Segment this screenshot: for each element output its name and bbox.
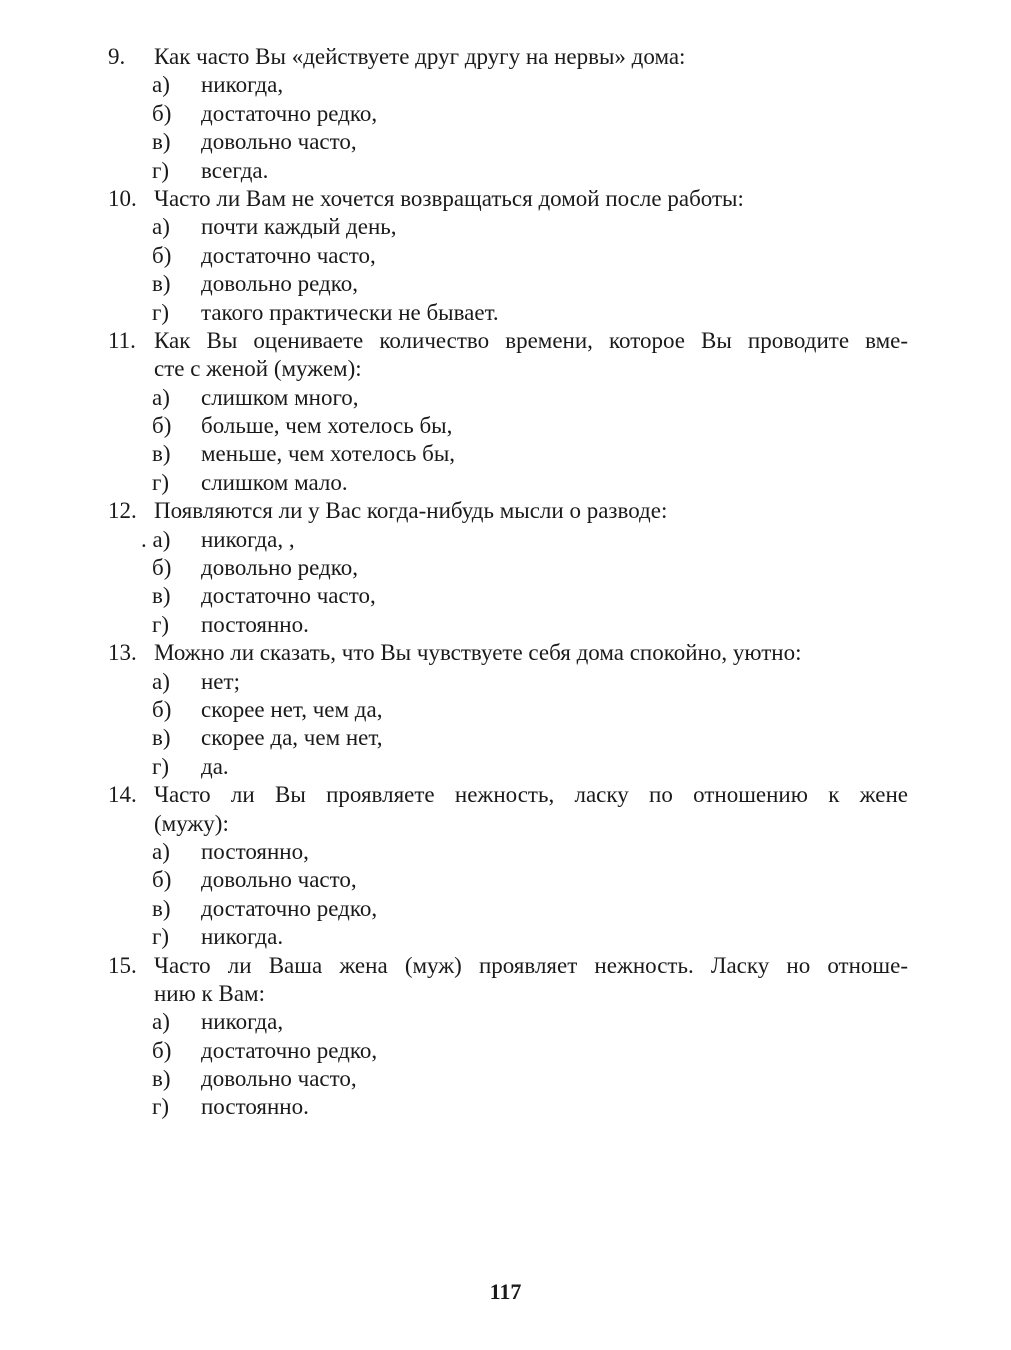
answer-option	[0, 440, 1011, 468]
question-text: Часто ли Вы проявляете нежность, ласку по отношению к жене	[154, 782, 908, 808]
option-letter: в)	[152, 725, 171, 751]
question-text-continued: (мужу):	[154, 810, 229, 836]
question-line	[0, 327, 1011, 355]
question-number: 10.	[108, 185, 137, 211]
option-letter: г)	[152, 753, 170, 779]
option-letter: г)	[152, 157, 170, 183]
option-text: никогда.	[201, 924, 284, 950]
option-letter: б)	[152, 555, 172, 581]
option-text: довольно часто,	[201, 867, 357, 893]
option-text: никогда, ,	[201, 526, 295, 552]
option-letter: а)	[152, 384, 170, 410]
question-line	[0, 497, 1011, 525]
question-15	[0, 952, 1011, 1122]
answer-option	[0, 384, 1011, 412]
option-text: довольно редко,	[201, 271, 358, 297]
option-text: всегда.	[201, 157, 269, 183]
option-letter: а)	[152, 214, 170, 240]
question-text-continued: нию к Вам:	[154, 980, 265, 1006]
question-text-continued: сте с женой (мужем):	[154, 356, 362, 382]
question-line	[0, 952, 1011, 980]
question-line	[0, 781, 1011, 809]
option-text: почти каждый день,	[201, 214, 397, 240]
option-letter: г)	[152, 1094, 170, 1120]
question-line-continued	[0, 355, 1011, 383]
option-letter: а)	[152, 1009, 170, 1035]
option-text: достаточно часто,	[201, 242, 376, 268]
option-text: достаточно часто,	[201, 583, 376, 609]
answer-option	[0, 270, 1011, 298]
option-letter: а)	[152, 668, 170, 694]
answer-option	[0, 71, 1011, 99]
option-letter: б)	[152, 867, 172, 893]
option-text: постоянно,	[201, 838, 309, 864]
answer-option	[0, 696, 1011, 724]
question-line-continued	[0, 810, 1011, 838]
option-letter: в)	[152, 441, 171, 467]
question-number: 9.	[108, 44, 126, 69]
answer-option	[0, 1037, 1011, 1065]
answer-option	[0, 1065, 1011, 1093]
answer-option	[0, 838, 1011, 866]
question-10	[0, 185, 1011, 327]
option-text: постоянно.	[201, 1094, 309, 1120]
option-letter: а)	[152, 72, 170, 98]
question-text: Часто ли Вам не хочется возвращаться домой после работы:	[154, 185, 744, 211]
option-letter: в)	[152, 895, 171, 921]
answer-option	[0, 668, 1011, 696]
option-text: больше, чем хотелось бы,	[201, 413, 453, 439]
answer-option	[0, 100, 1011, 128]
option-letter: г)	[152, 924, 170, 950]
answer-option	[0, 157, 1011, 185]
option-text: да.	[201, 753, 229, 779]
answer-option	[0, 469, 1011, 497]
answer-option	[0, 611, 1011, 639]
option-letter: а)	[152, 838, 170, 864]
option-letter: . а)	[141, 526, 171, 552]
option-text: скорее да, чем нет,	[201, 725, 383, 751]
question-line	[0, 43, 1011, 71]
option-text: слишком мало.	[201, 469, 348, 495]
option-letter: г)	[152, 611, 170, 637]
option-text: скорее нет, чем да,	[201, 696, 383, 722]
answer-option	[0, 526, 1011, 554]
answer-option	[0, 1093, 1011, 1121]
question-text: Часто ли Ваша жена (муж) проявляет нежность. Ласку но отноше-	[154, 952, 908, 978]
answer-option	[0, 128, 1011, 156]
option-text: никогда,	[201, 72, 284, 98]
option-letter: б)	[152, 242, 172, 268]
answer-option	[0, 582, 1011, 610]
option-text: достаточно редко,	[201, 895, 378, 921]
option-letter: в)	[152, 271, 171, 297]
option-letter: в)	[152, 583, 171, 609]
option-text: слишком много,	[201, 384, 359, 410]
question-text: Появляются ли у Вас когда-нибудь мысли о разводе:	[154, 498, 668, 524]
question-number: 14.	[108, 782, 137, 808]
answer-option	[0, 923, 1011, 951]
question-14	[0, 781, 1011, 951]
answer-option	[0, 412, 1011, 440]
question-line-continued	[0, 980, 1011, 1008]
option-letter: б)	[152, 696, 172, 722]
question-9	[0, 43, 1011, 185]
answer-option	[0, 554, 1011, 582]
option-text: достаточно редко,	[201, 1037, 378, 1063]
question-line	[0, 185, 1011, 213]
option-text: постоянно.	[201, 611, 309, 637]
option-text: довольно часто,	[201, 129, 357, 155]
option-text: меньше, чем хотелось бы,	[201, 441, 456, 467]
option-letter: г)	[152, 299, 170, 325]
question-list	[0, 43, 1011, 1122]
option-text: никогда,	[201, 1009, 284, 1035]
question-12	[0, 497, 1011, 639]
question-text: Можно ли сказать, что Вы чувствуете себя дома спокойно, уютно:	[154, 640, 802, 666]
answer-option	[0, 724, 1011, 752]
answer-option	[0, 299, 1011, 327]
question-13	[0, 639, 1011, 781]
option-letter: б)	[152, 413, 172, 439]
option-text: довольно редко,	[201, 555, 358, 581]
option-text: достаточно редко,	[201, 100, 378, 126]
option-text: довольно часто,	[201, 1066, 357, 1092]
question-number: 13.	[108, 640, 137, 666]
option-letter: г)	[152, 469, 170, 495]
question-11	[0, 327, 1011, 497]
option-text: нет;	[201, 668, 240, 694]
answer-option	[0, 213, 1011, 241]
page-number: 117	[489, 1279, 522, 1304]
question-number: 15.	[108, 952, 137, 978]
option-letter: б)	[152, 1037, 172, 1063]
answer-option	[0, 895, 1011, 923]
answer-option	[0, 242, 1011, 270]
question-text: Как часто Вы «действуете друг другу на нервы» дома:	[154, 44, 686, 69]
answer-option	[0, 866, 1011, 894]
question-line	[0, 639, 1011, 667]
answer-option	[0, 753, 1011, 781]
question-number: 11.	[108, 327, 136, 353]
answer-option	[0, 1008, 1011, 1036]
option-letter: в)	[152, 1066, 171, 1092]
option-letter: б)	[152, 100, 172, 126]
question-number: 12.	[108, 498, 137, 524]
option-text: такого практически не бывает.	[201, 299, 499, 325]
option-letter: в)	[152, 129, 171, 155]
question-text: Как Вы оцениваете количество времени, которое Вы проводите вме-	[154, 327, 908, 353]
